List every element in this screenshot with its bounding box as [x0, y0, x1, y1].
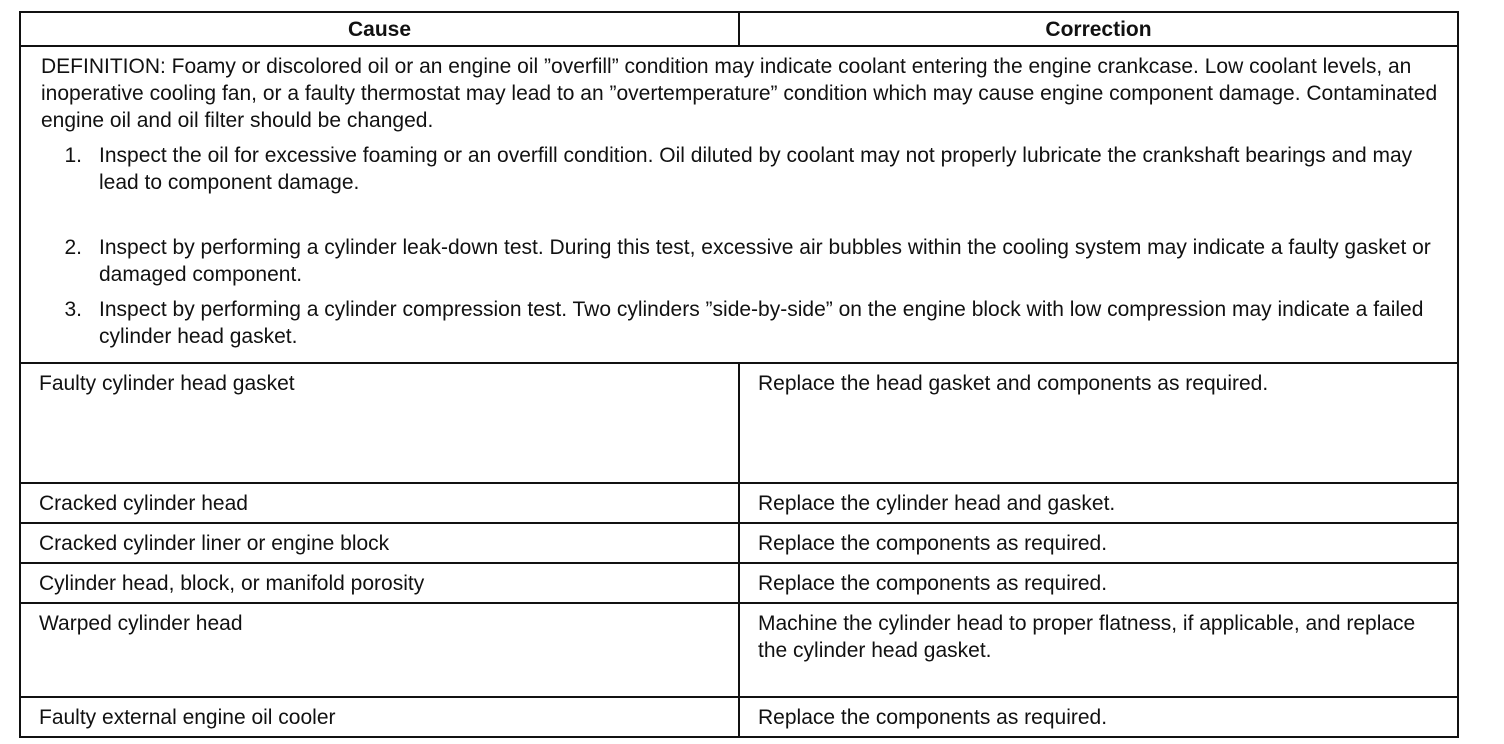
- table-row: [20, 523, 1458, 563]
- diagnosis-table: [19, 11, 1459, 738]
- definition-row: [20, 46, 1458, 363]
- table-row: [20, 603, 1458, 697]
- cause-cell: Cracked cylinder liner or engine block: [20, 523, 739, 563]
- inspection-step: [41, 234, 1445, 288]
- step-number: 2.: [64, 236, 82, 259]
- step-text: Inspect by performing a cylinder compression test. Two cylinders ”side-by-side” on the engine block with low compression may indicate a failed cylinder head gasket.: [99, 298, 1424, 348]
- step-number: 1.: [64, 144, 82, 167]
- step-number: 3.: [64, 298, 82, 321]
- correction-cell: Replace the cylinder head and gasket.: [739, 483, 1458, 523]
- correction-cell: Replace the components as required.: [739, 523, 1458, 563]
- correction-cell: Replace the components as required.: [739, 697, 1458, 737]
- inspection-step: [41, 142, 1445, 196]
- table-row: [20, 363, 1458, 483]
- cause-cell: Cylinder head, block, or manifold porosity: [20, 563, 739, 603]
- header-cause: Cause: [20, 12, 739, 46]
- table-row: [20, 563, 1458, 603]
- table-row: [20, 697, 1458, 737]
- correction-cell: Machine the cylinder head to proper flatness, if applicable, and replace the cylinder head gasket.: [739, 603, 1458, 697]
- inspection-step: [41, 296, 1445, 350]
- correction-cell: Replace the head gasket and components as required.: [739, 363, 1458, 483]
- cause-cell: Warped cylinder head: [20, 603, 739, 697]
- step-text: Inspect the oil for excessive foaming or an overfill condition. Oil diluted by coolant may not properly lubricate the crankshaft bearings and may lead to component damage.: [99, 144, 1413, 194]
- table-row: [20, 483, 1458, 523]
- correction-cell: Replace the components as required.: [739, 563, 1458, 603]
- definition-cell: [20, 46, 1458, 363]
- header-correction: Correction: [739, 12, 1458, 46]
- header-row: [20, 12, 1458, 46]
- step-text: Inspect by performing a cylinder leak-down test. During this test, excessive air bubbles within the cooling system may indicate a faulty gasket or damaged component.: [99, 236, 1431, 286]
- definition-text: DEFINITION: Foamy or discolored oil or an engine oil ”overfill” condition may indicate coolant entering the engine crankcase. Low coolant levels, an inoperative cooling fan, or a faulty thermostat may lead to an ”overtemperature” condition which may cause engine component damage. Contaminated engine oil and oil filter should be changed.: [41, 55, 1438, 132]
- cause-cell: Faulty cylinder head gasket: [20, 363, 739, 483]
- cause-cell: Cracked cylinder head: [20, 483, 739, 523]
- inspection-steps: [41, 142, 1445, 350]
- cause-cell: Faulty external engine oil cooler: [20, 697, 739, 737]
